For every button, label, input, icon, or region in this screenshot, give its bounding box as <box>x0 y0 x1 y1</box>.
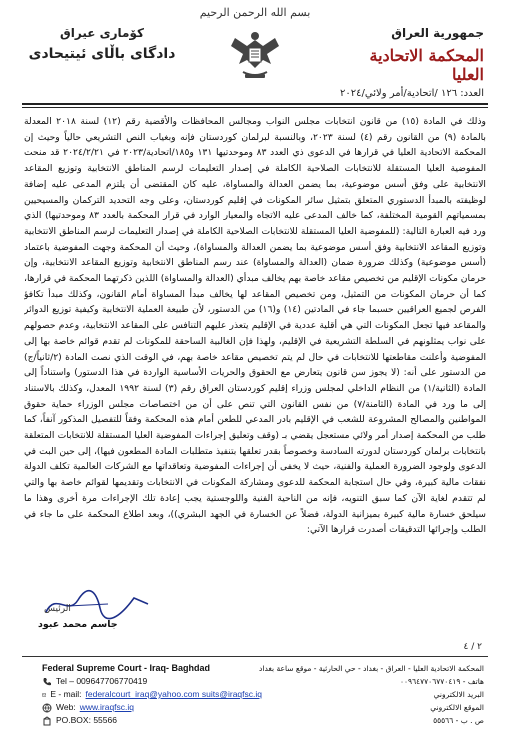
footer-pobox-row <box>42 714 262 727</box>
header-divider-thin <box>22 107 488 108</box>
globe-icon <box>42 703 52 713</box>
republic-label-kurdish: كۆمارى عيراق <box>60 26 144 40</box>
email-icon <box>42 690 46 700</box>
header-arabic <box>334 26 484 84</box>
footer-pobox: PO.BOX: 55566 <box>56 715 117 725</box>
header-kurdish <box>22 26 182 62</box>
signature-name: جاسم محمد عبود <box>38 619 118 630</box>
footer-divider <box>22 656 488 657</box>
footer-tel: Tel – 009647706770419 <box>56 676 148 686</box>
basmala: بسم الله الرحمن الرحيم <box>199 6 311 19</box>
decision-body <box>24 114 486 586</box>
republic-label: جمهورية العراق <box>391 26 484 40</box>
body-paragraph: وذلك في المادة (١٥) من قانون انتخابات مجلس النواب ومجالس المحافظات والأقضية رقم (١٢) لسنة ٢٠١٨ المعدلة بالمادة (٩) من القانون رقم (٤) لسنة ٢٠٢٣، وبالنسبة لبرلمان كوردستان فإنه وبغياب النص التشريعي حالياً وحيث إن المحكمة الاتحادية العليا في قرارها في الدعوى ذي العدد ٨٣ وموحدتيها ١٣١ و١٨٥/اتحادية/٢٠٢٣ في ٢٠٢٤/٢/٢١ قد منحت المفوضية العليا المستقلة للانتخابات الصلاحية الكاملة في إصدار التعليمات لرسم المناطق الانتخابية وتوزيع المقاعد الانتخابية على وفق أسس موضوعية، بما يضمن العدالة والمساواة، عليه كان المقتضى أن يلتزم المدعى عليه إضافة لوظيفته بالمبدأ الدستوري المتعلق بتمثيل سائر المكونات في إقليم كوردستان، وعلى وجه التحديد التركمان والمسيحيين بمسمياتهم القومية المختلفة، كما خالف المدعى عليه الاتجاه والمعيار الوارد في قرار المحكمة بالعدد ٨٣ وموحدتيها) الذي ورد فيه العبارة التالية: (للمفوضية العليا المستقلة للانتخابات الصلاحية الكاملة في إصدار التعليمات لرسم المناطق الانتخابية وتوزيع المقاعد الانتخابية وفق أسس موضوعية بما يضمن العدالة والمساواة)، وحيث أن المحكمة وجهت المفوضية باعتماد (أسس موضوعية) وكذلك ضرورة ضمان (العدالة والمساواة) عند رسم المناطق الانتخابية وتوزيع المقاعد الانتخابية، وإن حرمان مكونات الإقليم من تخصيص مقاعد خاصة بهم يخالف مبدأي (العدالة والمساواة) اللذين ذكرتهما المحكمة في قرارها، كما أن حرمان المكونات من التمثيل، ومن تخصيص المقاعد لها يخالف مبدأ المساواة أمام القانون، وكذلك مبدأ تكافؤ الفرص لجميع العراقيين حسبما جاء في المادتين (١٤) و(١٦) من الدستور، لأن طبيعة العملية الانتخابية وكيفية توزيع الدوائر والمقاعد فيها تجعل المكونات التي هي أقلية عددية في الإقليم يتعذر عليهم التنافس على المقاعد الانتخابية، وعدم حصولهم على نواب يمثلونهم في السلطة التشريعية في الإقليم، ولهذا فإن الغالبية الساحقة للمكونات لم تقدم قوائم خاصة بها إلى المفوضية وأعلنت مقاطعتها للانتخابات في حال لم يتم تخصيص مقاعد خاصة بهم، في الوقت الذي نصت المادة (٢/ثانياً/ج) من الدستور على أنه: (لا يجوز سن قانون يتعارض مع الحقوق والحريات الأساسية الواردة في هذا الدستور) واستناداً إلى المادة (الثانية/١) من النظام الداخلي لمجلس وزراء إقليم كوردستان العراق رقم (٣) لسنة ١٩٩٢ المعدل، وكذلك بالاستناد إلى ما ورد في المادة (الثامنة/٧) من نفس القانون التي تنص على أن من اختصاصات مجلس الوزراء حماية حقوق المواطنين والمصالح المشروعة للشعب في الإقليم بادر المدعي للطعن أمام هذه المحكمة وفقاً للتفصيل المذكور آنفاً، كما طلب من المحكمة إصدار أمر ولائي مستعجل يقضي بـ (وقف وتعليق إجراءات المفوضية العليا المستقلة للانتخابات المتعلقة بانتخابات برلمان كوردستان لدورته السادسة وخصوصاً بقدر تعلقها بتنفيذ متطلبات المادة المطعون فيها)، إلى حين البت في الدعوى ولوجود الضرورة العملية والفنية، حيث لا يخفى أن إجراءات المفوضية وتعاقداتها مع الشركات العالمية تكلف الدولة نفقات مالية كبيرة، وفي حال استجابة المحكمة للدعوى ومشاركة المكونات في الانتخابات وتقديمها لقوائم خاصة بها والتي لم تتقدم لغاية الآن كما سبق التنويه، فإنه من الناحية الفنية واللوجستية يجب إعادة تلك الإجراءات مرة أخرى وهذا ما سيلحق خسارة مالية كبيرة بميزانية الدولة، فضلاً عن الخسارة في الجهد البشري))، وبعد اطلاع المحكمة على ما جاء في الطلب وإجرائها التدقيقات أصدرت قرارها الآتي: <box>24 116 486 536</box>
footer-ar-website: الموقع الالكتروني <box>430 703 484 712</box>
page-number: ٢ / ٤ <box>463 642 482 652</box>
footer-email-row <box>42 688 262 701</box>
footer-web-link[interactable]: www.iraqfsc.iq <box>79 702 135 712</box>
iraq-eagle-emblem-icon <box>225 24 285 84</box>
footer-tel-row <box>42 675 262 688</box>
footer-ar-address: المحكمة الاتحادية العليا - العراق - بغداد - حي الحارثية - موقع ساعة بغداد <box>259 664 484 673</box>
footer-web-row <box>42 701 262 714</box>
footer-arabic <box>254 662 484 727</box>
header-divider <box>22 103 488 105</box>
phone-icon <box>42 677 52 687</box>
signature-title: الرئيس <box>44 604 71 614</box>
footer-email-link[interactable]: federalcourt_iraq@yahoo.com suits@iraqfsc.iq <box>85 689 262 699</box>
footer-ar-pobox: ص . ب - ٥٥٥٦٦ <box>433 716 484 725</box>
case-number: العدد: ١٢٦ /اتحادية/أمر ولائي/٢٠٢٤ <box>340 88 484 99</box>
footer-web-label: Web: <box>56 702 76 712</box>
court-name: المحكمة الاتحادية العليا <box>369 46 484 84</box>
footer-email-label: E - mail: <box>50 689 82 699</box>
mailbox-icon <box>42 716 52 726</box>
footer-english <box>42 662 262 727</box>
court-name-kurdish: دادگاى باڵاى ئیتیحادى <box>28 46 176 62</box>
footer-ar-tel: هاتف - ٠٠٩٦٤٧٧٠٦٧٧٠٤١٩ <box>399 677 484 686</box>
footer-org: Federal Supreme Court - Iraq- Baghdad <box>42 663 211 673</box>
footer-ar-email: البريد الالكتروني <box>433 690 484 699</box>
